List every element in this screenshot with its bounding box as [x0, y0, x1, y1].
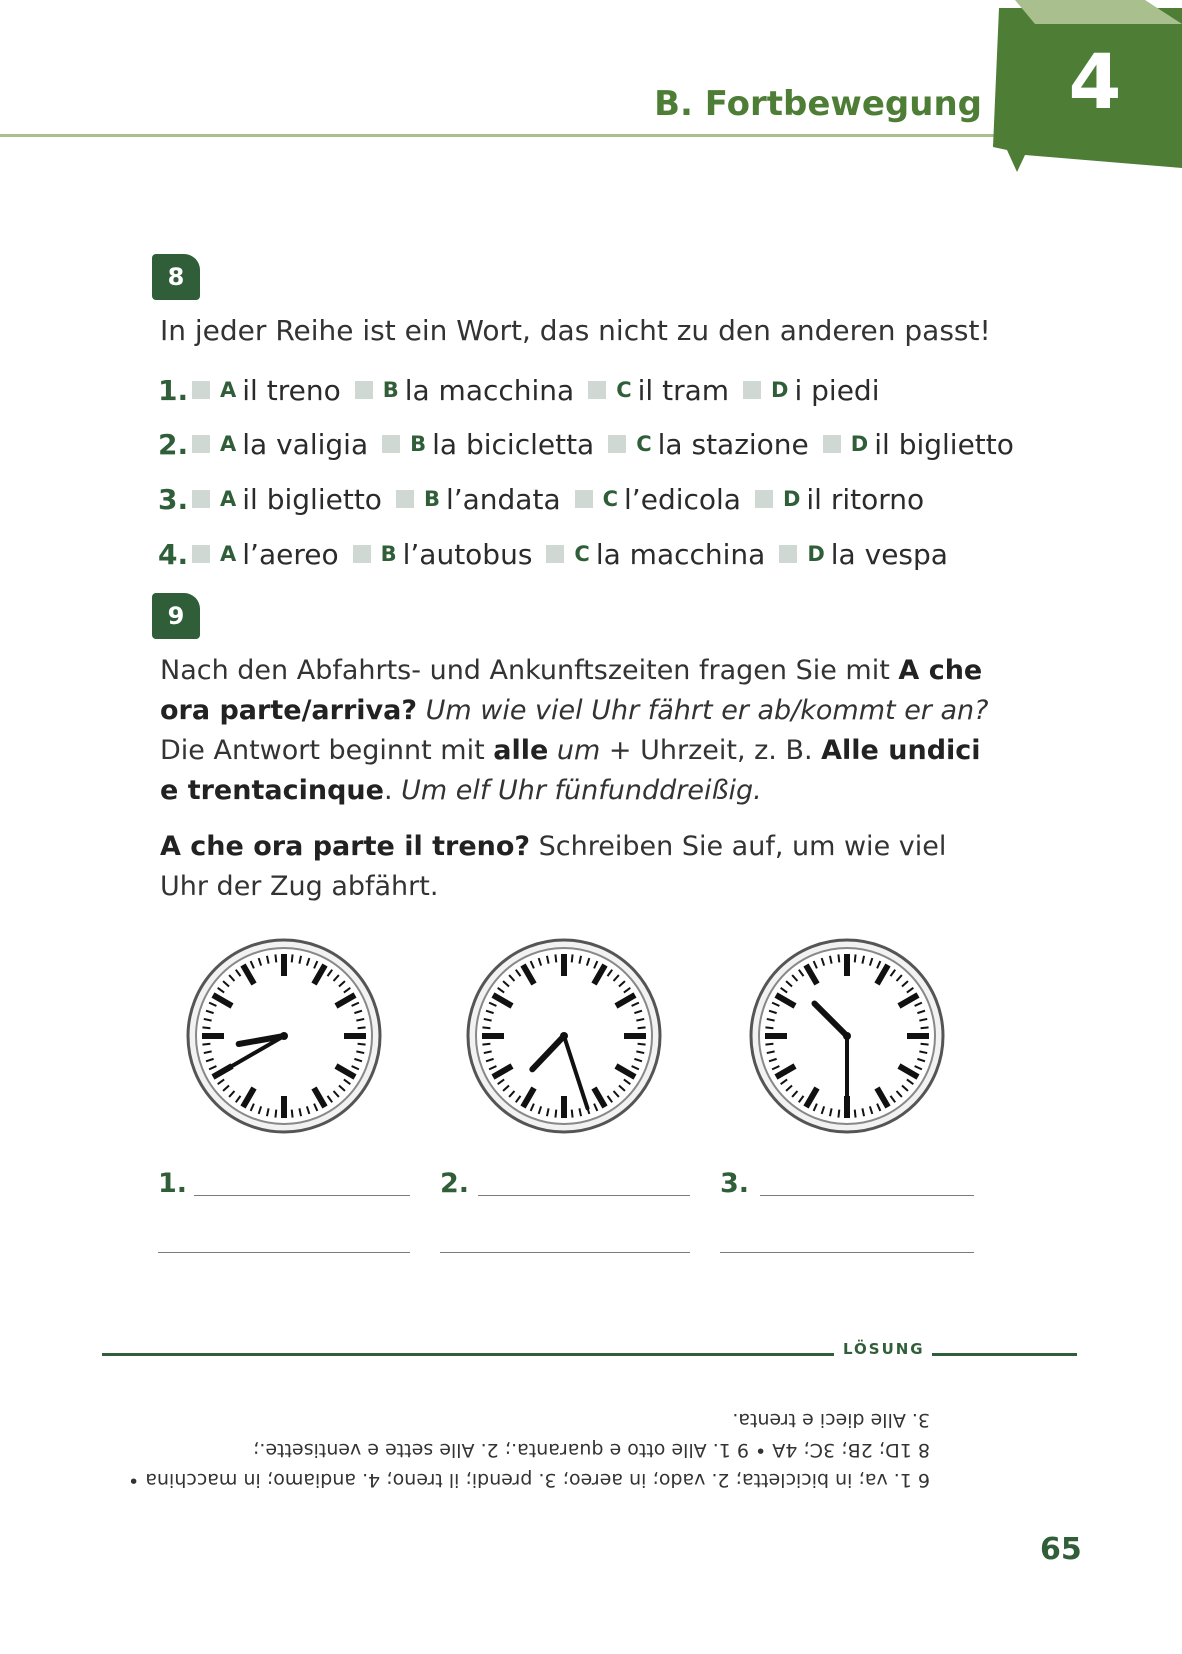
option-letter: D: [807, 542, 825, 566]
clock-2-icon: [464, 936, 664, 1136]
minute-tick: [838, 1110, 839, 1118]
minute-tick: [202, 1044, 210, 1045]
checkbox[interactable]: [575, 490, 593, 508]
option-letter: D: [850, 432, 869, 456]
choice-option[interactable]: [382, 428, 594, 461]
choice-option[interactable]: [755, 483, 924, 516]
option-letter: C: [602, 487, 619, 511]
option-text: la valigia: [242, 427, 369, 461]
minute-tick: [482, 1044, 490, 1045]
answer-2-line-2[interactable]: [440, 1252, 690, 1253]
clock-1-icon: [184, 936, 384, 1136]
option-letter: B: [423, 487, 440, 511]
minute-tick: [292, 954, 293, 962]
minute-tick: [572, 1110, 573, 1118]
row-number: 3.: [158, 482, 189, 516]
choice-option[interactable]: [823, 428, 1014, 461]
checkbox[interactable]: [779, 545, 797, 563]
choice-row: [158, 534, 962, 574]
exercise-8-badge: 8: [152, 254, 200, 300]
choice-option[interactable]: [192, 428, 368, 461]
section-title: B. Fortbewegung: [654, 84, 982, 124]
solution-line-3: 3. Alle dieci e trenta.: [732, 1409, 930, 1431]
answer-2-line[interactable]: [478, 1195, 690, 1196]
option-text: l’andata: [445, 482, 561, 516]
row-number: 2.: [158, 427, 189, 461]
checkbox[interactable]: [192, 435, 210, 453]
checkbox[interactable]: [353, 545, 371, 563]
solution-line-1: 6 1. va; in bicicletta; 2. vado; in aereo; 3. prendi; il treno; 4. andiamo; in macchina •: [128, 1469, 930, 1491]
choice-row: [158, 370, 893, 410]
minute-tick: [765, 1044, 773, 1045]
page-number: 65: [1040, 1532, 1082, 1567]
option-letter: C: [616, 378, 632, 402]
minute-tick: [765, 1027, 773, 1028]
checkbox[interactable]: [608, 435, 626, 453]
minute-tick: [358, 1044, 366, 1045]
answer-3-label: 3.: [720, 1168, 750, 1199]
option-letter: B: [380, 542, 397, 566]
minute-tick: [555, 954, 556, 962]
answer-1-line-2[interactable]: [158, 1252, 410, 1253]
option-letter: A: [220, 487, 237, 511]
choice-option[interactable]: [192, 374, 341, 407]
option-letter: D: [782, 487, 801, 511]
solution-line-2: 8 1D; 2B; 3C; 4A • 9 1. Alle otto e quaranta.; 2. Alle sette e ventisette.;: [252, 1439, 930, 1461]
solution-rule-right: [932, 1353, 1077, 1356]
minute-tick: [921, 1044, 929, 1045]
solution-rule-left: [102, 1353, 834, 1356]
option-letter: A: [220, 432, 237, 456]
minute-tick: [292, 1110, 293, 1118]
option-text: l’aereo: [242, 537, 339, 571]
choice-option[interactable]: [743, 374, 879, 407]
choice-option[interactable]: [779, 538, 948, 571]
minute-tick: [921, 1027, 929, 1028]
option-text: il ritorno: [806, 482, 925, 516]
minute-tick: [638, 1044, 646, 1045]
answer-3-line[interactable]: [760, 1195, 974, 1196]
solution-text-upside-down: [128, 1385, 930, 1495]
answer-1-line[interactable]: [194, 1195, 410, 1196]
checkbox[interactable]: [192, 545, 210, 563]
checkbox[interactable]: [743, 381, 761, 399]
option-text: l’autobus: [402, 537, 533, 571]
minute-tick: [202, 1027, 210, 1028]
option-text: la bicicletta: [432, 427, 595, 461]
minute-tick: [638, 1027, 646, 1028]
header-divider: [0, 134, 1000, 137]
checkbox[interactable]: [192, 490, 210, 508]
option-letter: B: [382, 378, 399, 402]
choice-row: [158, 424, 1028, 464]
choice-option[interactable]: [355, 374, 575, 407]
minute-tick: [555, 1110, 556, 1118]
choice-option[interactable]: [575, 483, 741, 516]
option-text: il biglietto: [874, 427, 1014, 461]
option-text: l’edicola: [624, 482, 741, 516]
row-number: 1.: [158, 373, 189, 407]
option-text: i piedi: [794, 373, 880, 407]
checkbox[interactable]: [355, 381, 373, 399]
answer-3-line-2[interactable]: [720, 1252, 974, 1253]
choice-row: [158, 479, 938, 519]
choice-option[interactable]: [608, 428, 809, 461]
minute-tick: [358, 1027, 366, 1028]
option-letter: B: [410, 432, 427, 456]
clock-pivot: [560, 1032, 568, 1040]
option-text: il biglietto: [242, 482, 382, 516]
option-letter: A: [220, 542, 237, 566]
checkbox[interactable]: [382, 435, 400, 453]
option-letter: D: [771, 378, 789, 402]
checkbox[interactable]: [588, 381, 606, 399]
option-text: la stazione: [657, 427, 809, 461]
minute-tick: [838, 954, 839, 962]
option-letter: C: [574, 542, 590, 566]
exercise-9-intro: Nach den Abfahrts- und Ankunftszeiten fragen Sie mit A che ora parte/arriva? Um wie viel Uhr fährt er ab/kommt er an? Die Antwort beginnt mit alle um + Uhrzeit, z. B. Alle undici e trentacinque. Um elf Uhr fünfunddreißig.: [160, 655, 989, 806]
chapter-number: 4: [1068, 37, 1122, 126]
option-text: il tram: [637, 373, 730, 407]
option-text: la macchina: [404, 373, 575, 407]
checkbox[interactable]: [823, 435, 841, 453]
clock-pivot: [280, 1032, 288, 1040]
clock-pivot: [843, 1032, 851, 1040]
checkbox[interactable]: [755, 490, 773, 508]
row-number: 4.: [158, 537, 189, 571]
choice-option[interactable]: [588, 374, 729, 407]
choice-option[interactable]: [192, 483, 382, 516]
solution-label: LÖSUNG: [843, 1340, 925, 1358]
checkbox[interactable]: [546, 545, 564, 563]
answer-2-label: 2.: [440, 1168, 470, 1199]
minute-tick: [855, 954, 856, 962]
option-text: la macchina: [595, 537, 766, 571]
choice-option[interactable]: [192, 538, 339, 571]
exercise-8-instruction: In jeder Reihe ist ein Wort, das nicht zu den anderen passt!: [160, 314, 991, 347]
choice-option[interactable]: [353, 538, 533, 571]
minute-tick: [572, 954, 573, 962]
clock-3-icon: [747, 936, 947, 1136]
choice-option[interactable]: [546, 538, 765, 571]
answer-1-label: 1.: [158, 1168, 188, 1199]
minute-tick: [855, 1110, 856, 1118]
option-letter: A: [220, 378, 237, 402]
minute-tick: [275, 954, 276, 962]
checkbox[interactable]: [396, 490, 414, 508]
minute-tick: [482, 1027, 490, 1028]
option-text: il treno: [242, 373, 341, 407]
exercise-9-task: A che ora parte il treno? Schreiben Sie auf, um wie viel Uhr der Zug abfährt.: [160, 831, 947, 902]
checkbox[interactable]: [192, 381, 210, 399]
option-letter: C: [636, 432, 652, 456]
choice-option[interactable]: [396, 483, 561, 516]
option-text: la vespa: [830, 537, 948, 571]
exercise-9-badge: 9: [152, 593, 200, 639]
minute-tick: [275, 1110, 276, 1118]
